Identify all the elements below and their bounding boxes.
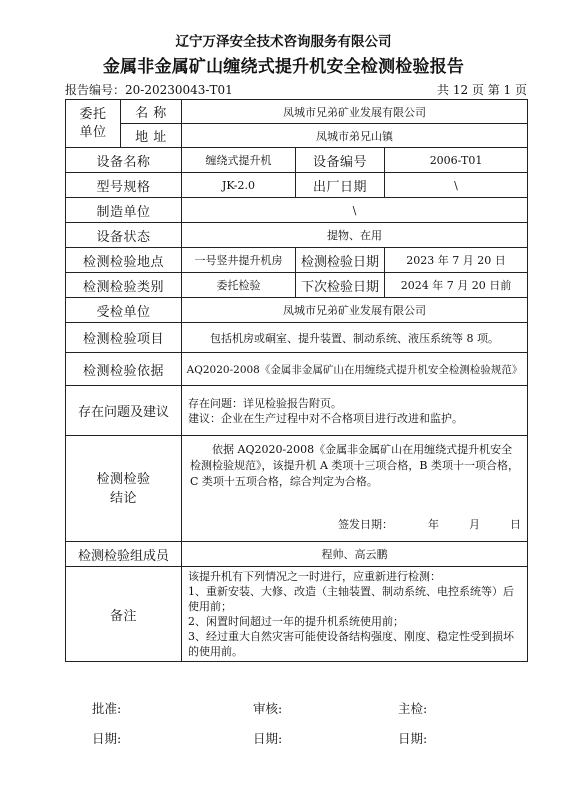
inspection-date-label: 检测检验日期 [296, 248, 385, 273]
inspection-location-label: 检测检验地点 [66, 248, 182, 273]
sign-date-label: 签发日期： [338, 518, 393, 531]
inspector-label: 主检: [398, 701, 428, 716]
manufacture-date-value: \ [385, 173, 528, 198]
equipment-no-label: 设备编号 [296, 148, 385, 173]
inspection-date-value: 2023 年 7 月 20 日 [385, 248, 528, 273]
inspection-basis-row [66, 353, 528, 386]
manufacturer-value: \ [182, 198, 528, 223]
client-group-label: 委托单位 [66, 100, 121, 148]
report-number-value: 20-20230043-T01 [125, 83, 233, 97]
conclusion-label-line2: 结论 [109, 490, 137, 506]
remarks-row [66, 567, 528, 662]
report-meta [65, 81, 527, 97]
inspection-items-label: 检测检验项目 [66, 323, 182, 353]
equipment-name-row [66, 148, 528, 173]
recipient-row [66, 298, 528, 323]
model-value: JK-2.0 [182, 173, 296, 198]
client-address-label: 地 址 [121, 124, 182, 148]
equipment-no-value: 2006-T01 [385, 148, 528, 173]
remarks-line: 该提升机有下列情况之一时进行，应重新进行检测： [188, 570, 441, 583]
issues-line: 存在问题：详见检验报告附页。 [188, 396, 342, 410]
client-name-row [66, 100, 528, 124]
team-label: 检测检验组成员 [66, 542, 182, 567]
conclusion-content [182, 436, 528, 542]
review-date-label: 日期: [253, 731, 283, 746]
conclusion-label [66, 436, 182, 542]
approve-date-label: 日期: [92, 731, 122, 746]
remarks-line: 2、闲置时间超过一年的提升机系统使用前； [188, 615, 404, 628]
next-inspection-label: 下次检验日期 [296, 273, 385, 298]
client-name-value: 凤城市兄弟矿业发展有限公司 [182, 100, 528, 124]
organization-name: 辽宁万泽安全技术咨询服务有限公司 [175, 34, 392, 50]
equipment-status-row [66, 223, 528, 248]
client-name-label: 名 称 [121, 100, 182, 124]
report-number-label: 报告编号： [65, 83, 126, 97]
team-value: 程帅、高云鹏 [182, 542, 528, 567]
inspection-location-row [66, 248, 528, 273]
report-table [65, 99, 528, 662]
equipment-status-label: 设备状态 [66, 223, 182, 248]
remarks-content [182, 567, 528, 662]
sign-date-month: 月 [469, 518, 480, 531]
inspection-items-row [66, 323, 528, 353]
inspection-location-value: 一号竖井提升机房 [182, 248, 296, 273]
sign-date-day: 日 [510, 518, 521, 531]
inspection-type-row [66, 273, 528, 298]
issues-row [66, 386, 528, 436]
issues-label: 存在问题及建议 [66, 386, 182, 436]
client-address-value: 凤城市弟兄山镇 [182, 124, 528, 148]
next-inspection-value: 2024 年 7 月 20 日前 [385, 273, 528, 298]
manufacture-date-label: 出厂日期 [296, 173, 385, 198]
model-row [66, 173, 528, 198]
recipient-value: 凤城市兄弟矿业发展有限公司 [182, 298, 528, 323]
team-row [66, 542, 528, 567]
sign-date-year: 年 [428, 518, 439, 531]
manufacturer-row [66, 198, 528, 223]
remarks-line: 1、重新安装、大修、改造（主轴装置、制动系统、电控系统等）后使用前； [188, 585, 514, 613]
conclusion-text: 依据 AQ2020-2008《金属非金属矿山在用缠绕式提升机安全检测检验规范》，该提升机 A 类项十三项合格，B 类项十一项合格，C 类项十五项合格，综合判定为合格。 [190, 443, 520, 488]
conclusion-label-line1: 检测检验 [96, 471, 151, 487]
equipment-name-value: 缠绕式提升机 [182, 148, 296, 173]
equipment-name-label: 设备名称 [66, 148, 182, 173]
inspection-basis-value: AQ2020-2008《金属非金属矿山在用缠绕式提升机安全检测检验规范》 [182, 353, 528, 386]
approve-label: 批准: [92, 701, 122, 716]
inspection-type-label: 检测检验类别 [66, 273, 182, 298]
manufacturer-label: 制造单位 [66, 198, 182, 223]
page-count: 共 12 页 第 1 页 [437, 83, 527, 97]
client-address-row [66, 124, 528, 148]
sign-date [338, 516, 521, 531]
remarks-label: 备注 [66, 567, 182, 662]
recipient-label: 受检单位 [66, 298, 182, 323]
report-title: 金属非金属矿山缠绕式提升机安全检测检验报告 [102, 57, 465, 77]
remarks-line: 3、经过重大自然灾害可能使设备结构强度、刚度、稳定性受到损坏的使用前。 [188, 630, 514, 658]
issues-content [182, 386, 528, 436]
review-label: 审核: [253, 701, 283, 716]
equipment-status-value: 提物、在用 [182, 223, 528, 248]
suggestion-line: 建议：企业在生产过程中对不合格项目进行改进和监护。 [188, 411, 463, 425]
report-number [65, 81, 233, 98]
inspection-basis-label: 检测检验依据 [66, 353, 182, 386]
model-label: 型号规格 [66, 173, 182, 198]
inspector-date-label: 日期: [398, 731, 428, 746]
conclusion-row [66, 436, 528, 542]
inspection-type-value: 委托检验 [182, 273, 296, 298]
inspection-items-value: 包括机房或硐室、提升装置、制动系统、液压系统等 8 项。 [182, 323, 528, 353]
